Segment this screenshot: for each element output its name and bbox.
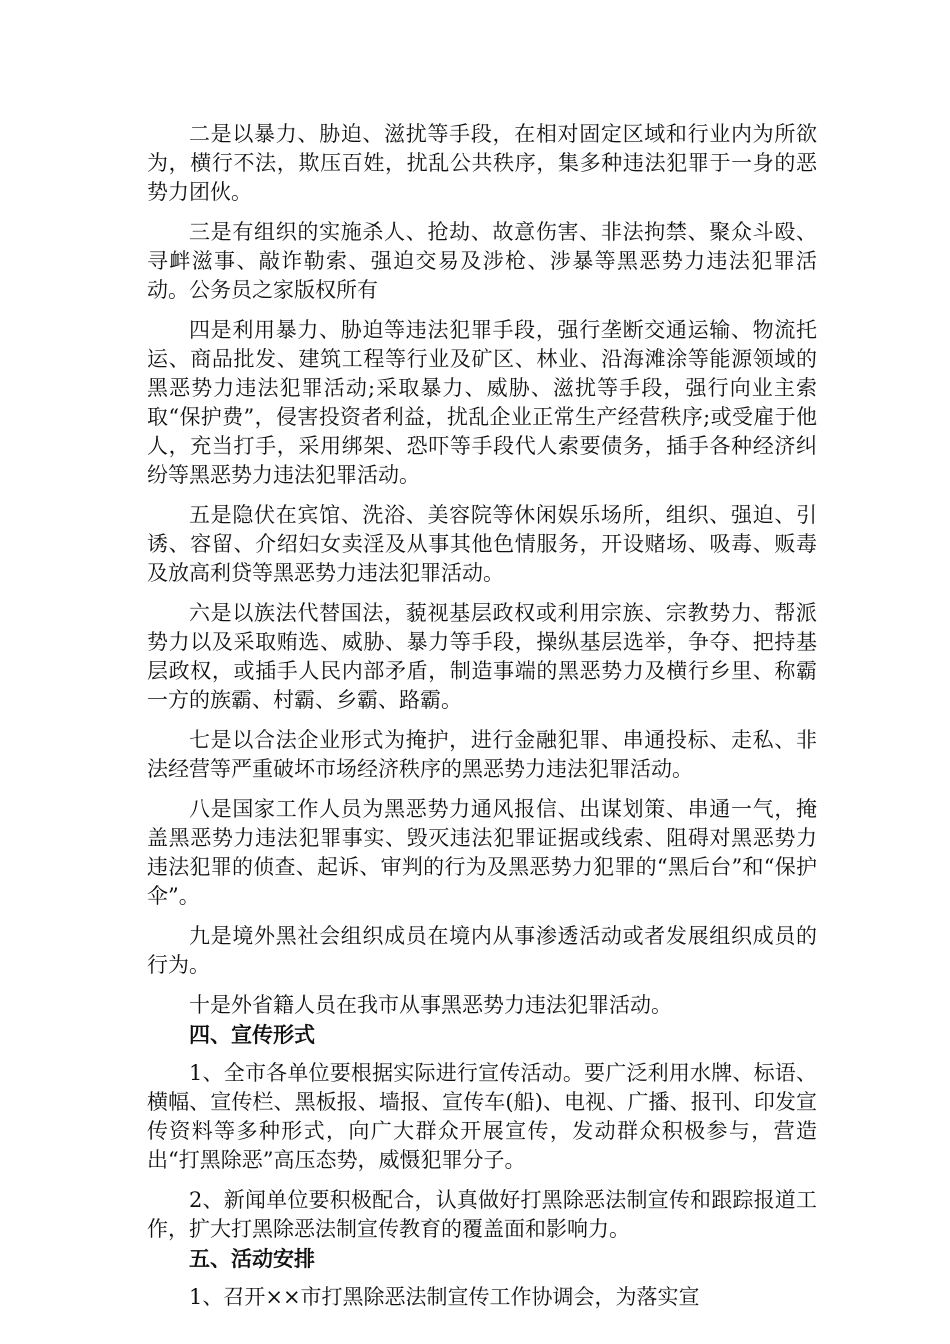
publicity-paragraph-2: 2、新闻单位要积极配合，认真做好打黑除恶法制宣传和跟踪报道工作，扩大打黑除恶法制宣传教育的覆盖面和影响力。 (147, 1188, 817, 1241)
paragraph-item-8: 八是国家工作人员为黑恶势力通风报信、出谋划策、串通一气，掩盖黑恶势力违法犯罪事实、毁灭违法犯罪证据或线索、阻碍对黑恶势力违法犯罪的侦查、起诉、审判的行为及黑恶势力犯罪的“黑后台”和“保护伞”。 (147, 797, 817, 908)
document-body (147, 120, 817, 1323)
paragraph-item-2: 二是以暴力、胁迫、滋扰等手段，在相对固定区域和行业内为所欲为，横行不法，欺压百姓，扰乱公共秩序，集多种违法犯罪于一身的恶势力团伙。 (147, 122, 817, 204)
paragraph-item-6: 六是以族法代替国法，藐视基层政权或利用宗族、宗教势力、帮派势力以及采取贿选、威胁、暴力等手段，操纵基层选举，争夺、把持基层政权，或插手人民内部矛盾，制造事端的黑恶势力及横行乡里、称霸一方的族霸、村霸、乡霸、路霸。 (147, 601, 817, 712)
activity-paragraph-1: 1、召开××市打黑除恶法制宣传工作协调会，为落实宣 (189, 1285, 700, 1309)
section-heading-activity-arrangement: 五、活动安排 (189, 1247, 315, 1271)
paragraph-item-7: 七是以合法企业形式为掩护，进行金融犯罪、串通投标、走私、非法经营等严重破坏市场经济秩序的黑恶势力违法犯罪活动。 (147, 728, 817, 781)
paragraph-item-9: 九是境外黑社会组织成员在境内从事渗透活动或者发展组织成员的行为。 (147, 924, 817, 977)
section-heading-publicity-forms: 四、宣传形式 (189, 1023, 315, 1047)
paragraph-item-4: 四是利用暴力、胁迫等违法犯罪手段，强行垄断交通运输、物流托运、商品批发、建筑工程等行业及矿区、林业、沿海滩涂等能源领域的黑恶势力违法犯罪活动;采取暴力、威胁、滋扰等手段，强行向业主索取“保护费”，侵害投资者利益，扰乱企业正常生产经营秩序;或受雇于他人，充当打手，采用绑架、恐吓等手段代人索要债务，插手各种经济纠纷等黑恶势力违法犯罪活动。 (147, 318, 817, 487)
publicity-paragraph-1: 1、全市各单位要根据实际进行宣传活动。要广泛利用水牌、标语、横幅、宣传栏、黑板报、墙报、宣传车(船)、电视、广播、报刊、印发宣传资料等多种形式，向广大群众开展宣传，发动群众积极参与，营造出“打黑除恶”高压态势，威慑犯罪分子。 (147, 1061, 817, 1172)
paragraph-item-10: 十是外省籍人员在我市从事黑恶势力违法犯罪活动。 (189, 993, 672, 1017)
paragraph-item-3: 三是有组织的实施杀人、抢劫、故意伤害、非法拘禁、聚众斗殴、寻衅滋事、敲诈勒索、强迫交易及涉枪、涉暴等黑恶势力违法犯罪活动。公务员之家版权所有 (147, 220, 817, 302)
paragraph-item-5: 五是隐伏在宾馆、洗浴、美容院等休闲娱乐场所，组织、强迫、引诱、容留、介绍妇女卖淫及从事其他色情服务，开设赌场、吸毒、贩毒及放高利贷等黑恶势力违法犯罪活动。 (147, 503, 817, 585)
